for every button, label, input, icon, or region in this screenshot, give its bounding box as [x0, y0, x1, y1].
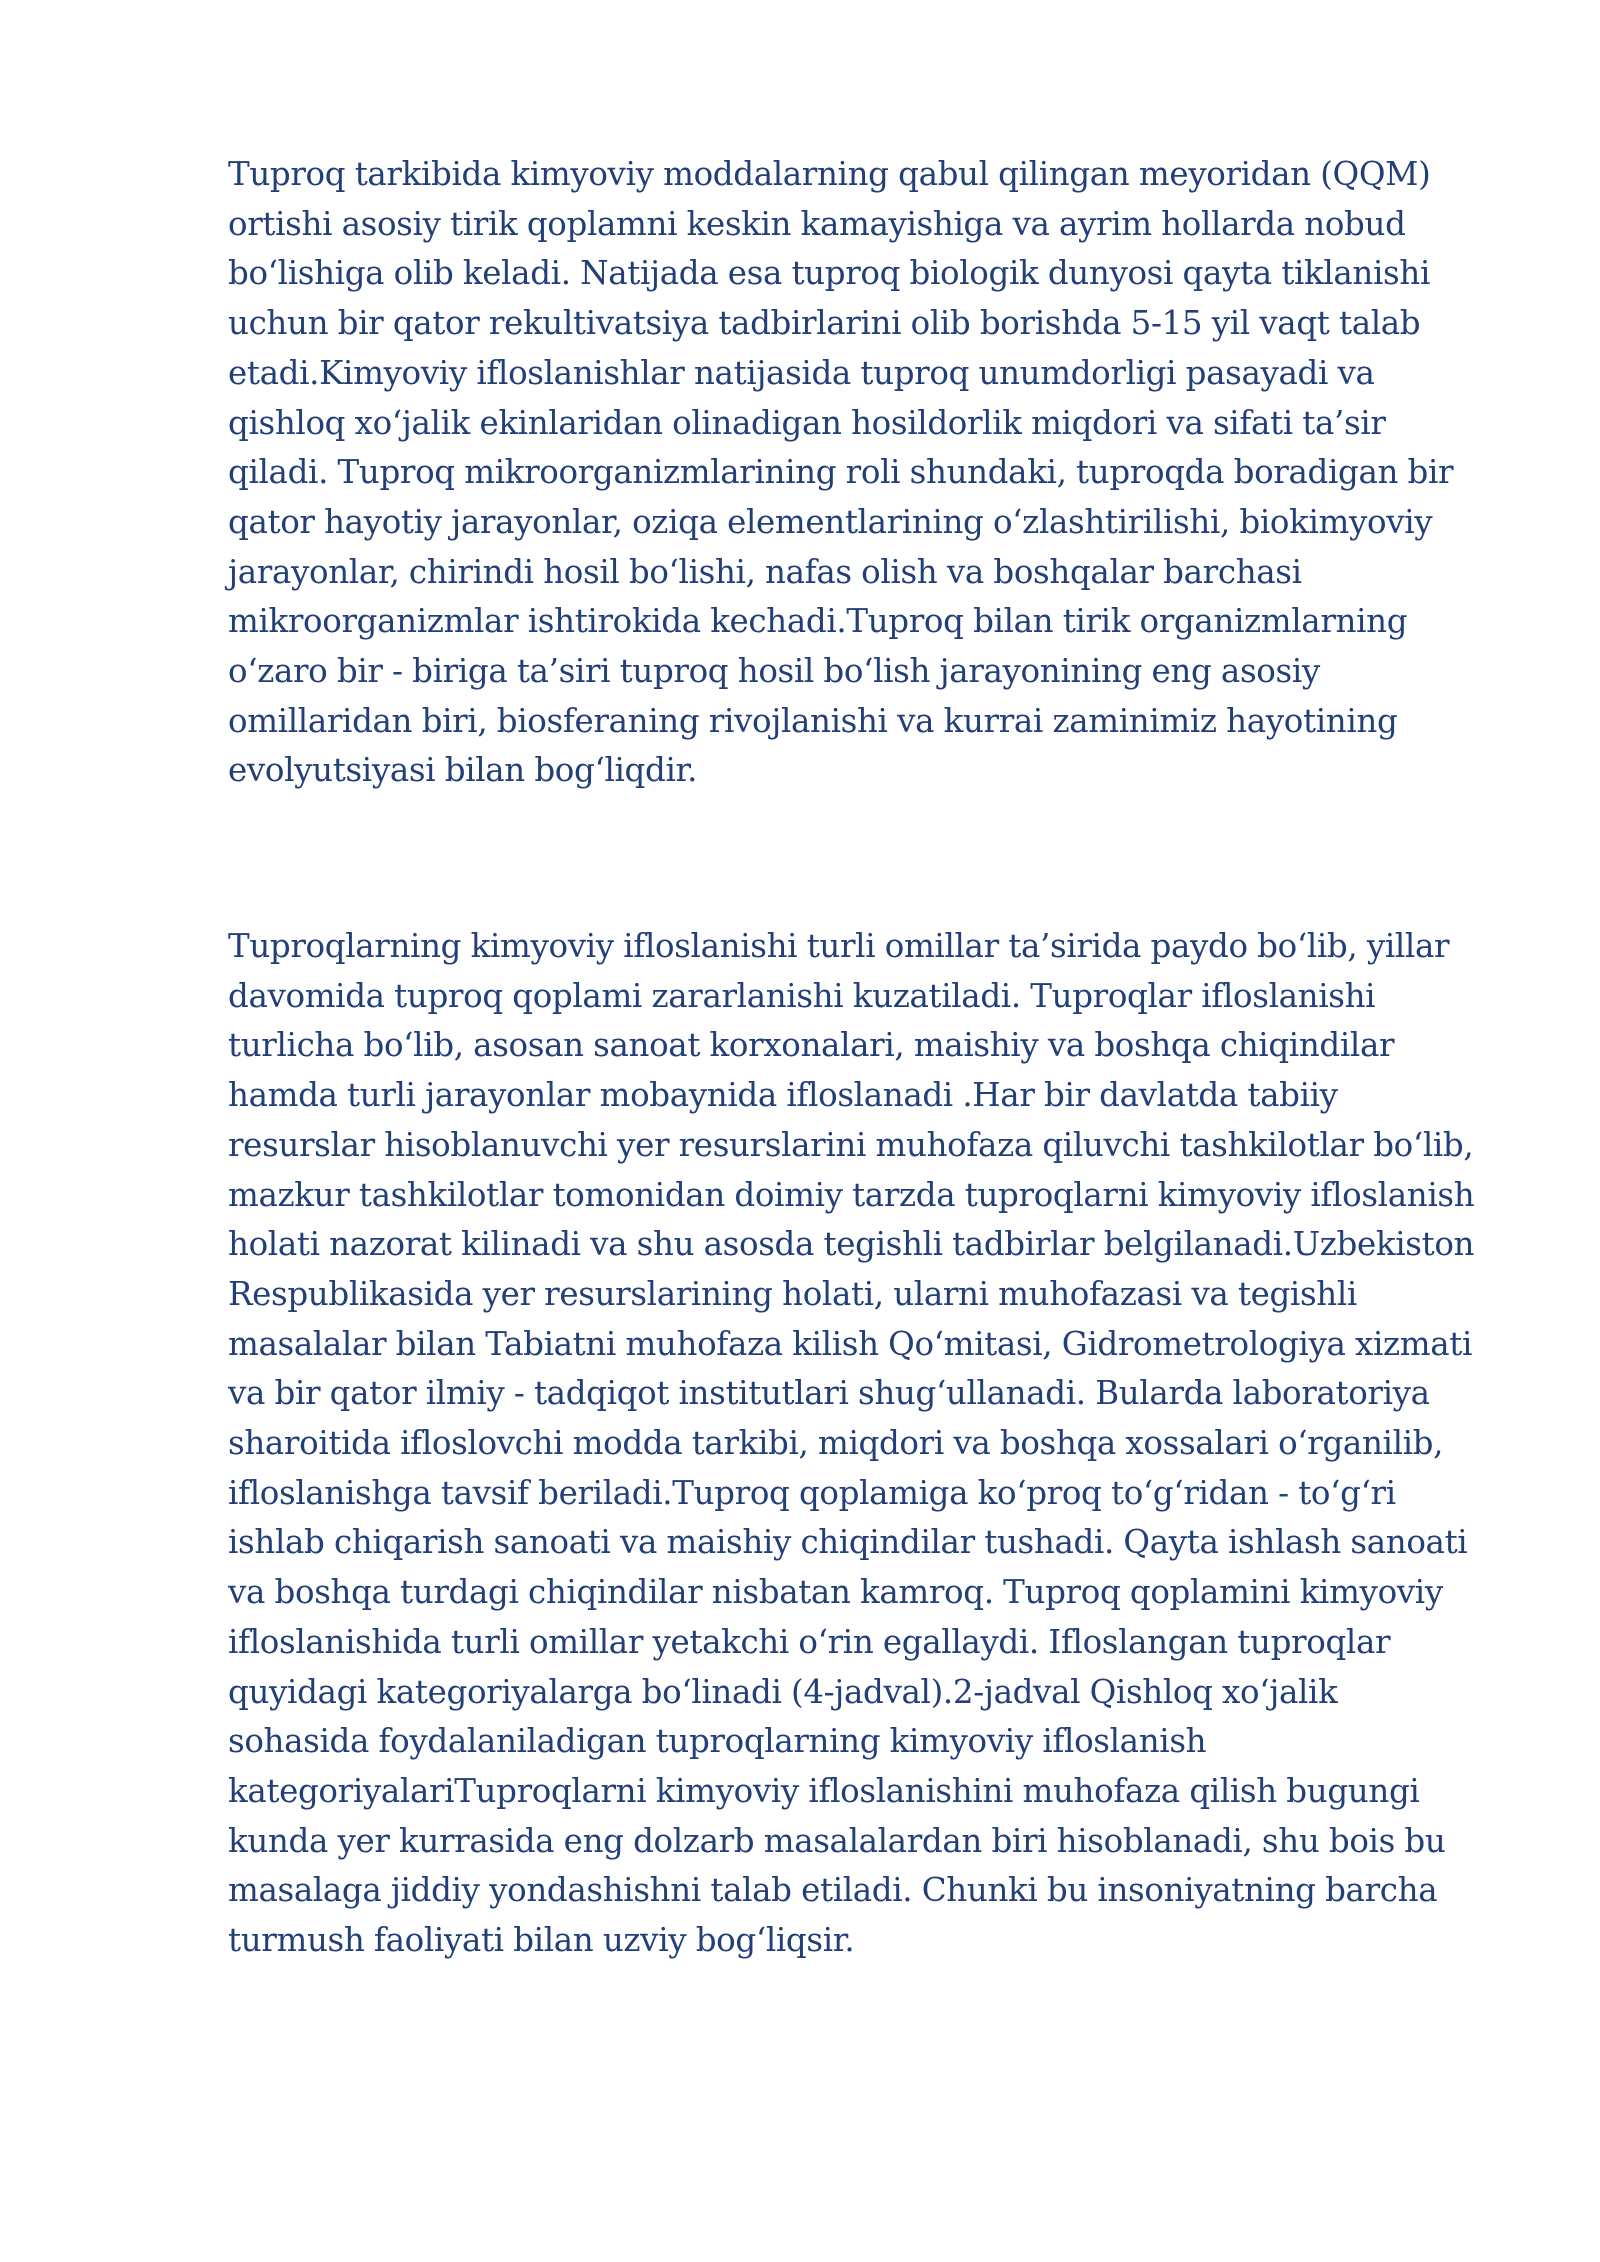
paragraph-soil-chemical-pollution: Tuproqlarning kimyoviy ifloslanishi turli omillar ta’sirida paydo bo‘lib, yillar davomida tuproq qoplami zararlanishi kuzatiladi. Tuproqlar ifloslanishi turlicha bo‘lib, asosan sanoat korxonalari, maishiy va boshqa chiqindilar hamda turli jarayonlar mobaynida ifloslanadi .Har bir davlatda tabiiy resurslar hisoblanuvchi yer resurslarini muhofaza qiluvchi tashkilotlar bo‘lib, mazkur tashkilotlar tomonidan doimiy tarzda tuproqlarni kimyoviy ifloslanish holati nazorat kilinadi va shu asosda tegishli tadbirlar belgilanadi.Uzbekiston Respublikasida yer resurslarining holati, ularni muhofazasi va tegishli masalalar bilan Tabiatni muhofaza kilish Qo‘mitasi, Gidrometrologiya xizmati va bir qator ilmiy - tadqiqot institutlari shug‘ullanadi. Bularda laboratoriya sharoitida ifloslovchi modda tarkibi, miqdori va boshqa xossalari o‘rganilib, ifloslanishga tavsif beriladi.Tuproq qoplamiga ko‘proq to‘g‘ridan - to‘g‘ri ishlab chiqarish sanoati va maishiy chiqindilar tushadi. Qayta ishlash sanoati va boshqa turdagi chiqindilar nisbatan kamroq. Tuproq qoplamini kimyoviy ifloslanishida turli omillar yetakchi o‘rin egallaydi. Ifloslangan tuproqlar quyidagi kategoriyalarga bo‘linadi (4-jadval).2-jadval Qishloq xo‘jalik sohasida foydalaniladigan tuproqlarning kimyoviy ifloslanish kategoriyalariTuproqlarni kimyoviy ifloslanishini muhofaza qilish bugungi kunda yer kurrasida eng dolzarb masalalardan biri hisoblanadi, shu bois bu masalaga jiddiy yondashishni talab etiladi. Chunki bu insoniyatning barcha turmush faoliyati bilan uzviy bog‘liqsir.	[228, 927, 1475, 1960]
paragraph-soil-chemical-substances: Tuproq tarkibida kimyoviy moddalarning qabul qilingan meyoridan (QQM) ortishi asosiy tirik qoplamni keskin kamayishiga va ayrim hollarda nobud bo‘lishiga olib keladi. Natijada esa tuproq biologik dunyosi qayta tiklanishi uchun bir qator rekultivatsiya tadbirlarini olib borishda 5-15 yil vaqt talab etadi.Kimyoviy ifloslanishlar natijasida tuproq unumdorligi pasayadi va qishloq xo‘jalik ekinlaridan olinadigan hosildorlik miqdori va sifati ta’sir qiladi. Tuproq mikroorganizmlarining roli shundaki, tuproqda boradigan bir qator hayotiy jarayonlar, oziqa elementlarining o‘zlashtirilishi, biokimyoviy jarayonlar, chirindi hosil bo‘lishi, nafas olish va boshqalar barchasi mikroorganizmlar ishtirokida kechadi.Tuproq bilan tirik organizmlarning o‘zaro bir - biriga ta’siri tuproq hosil bo‘lish jarayonining eng asosiy omillaridan biri, biosferaning rivojlanishi va kurrai zaminimiz hayotining evolyutsiyasi bilan bog‘liqdir.	[228, 155, 1454, 790]
